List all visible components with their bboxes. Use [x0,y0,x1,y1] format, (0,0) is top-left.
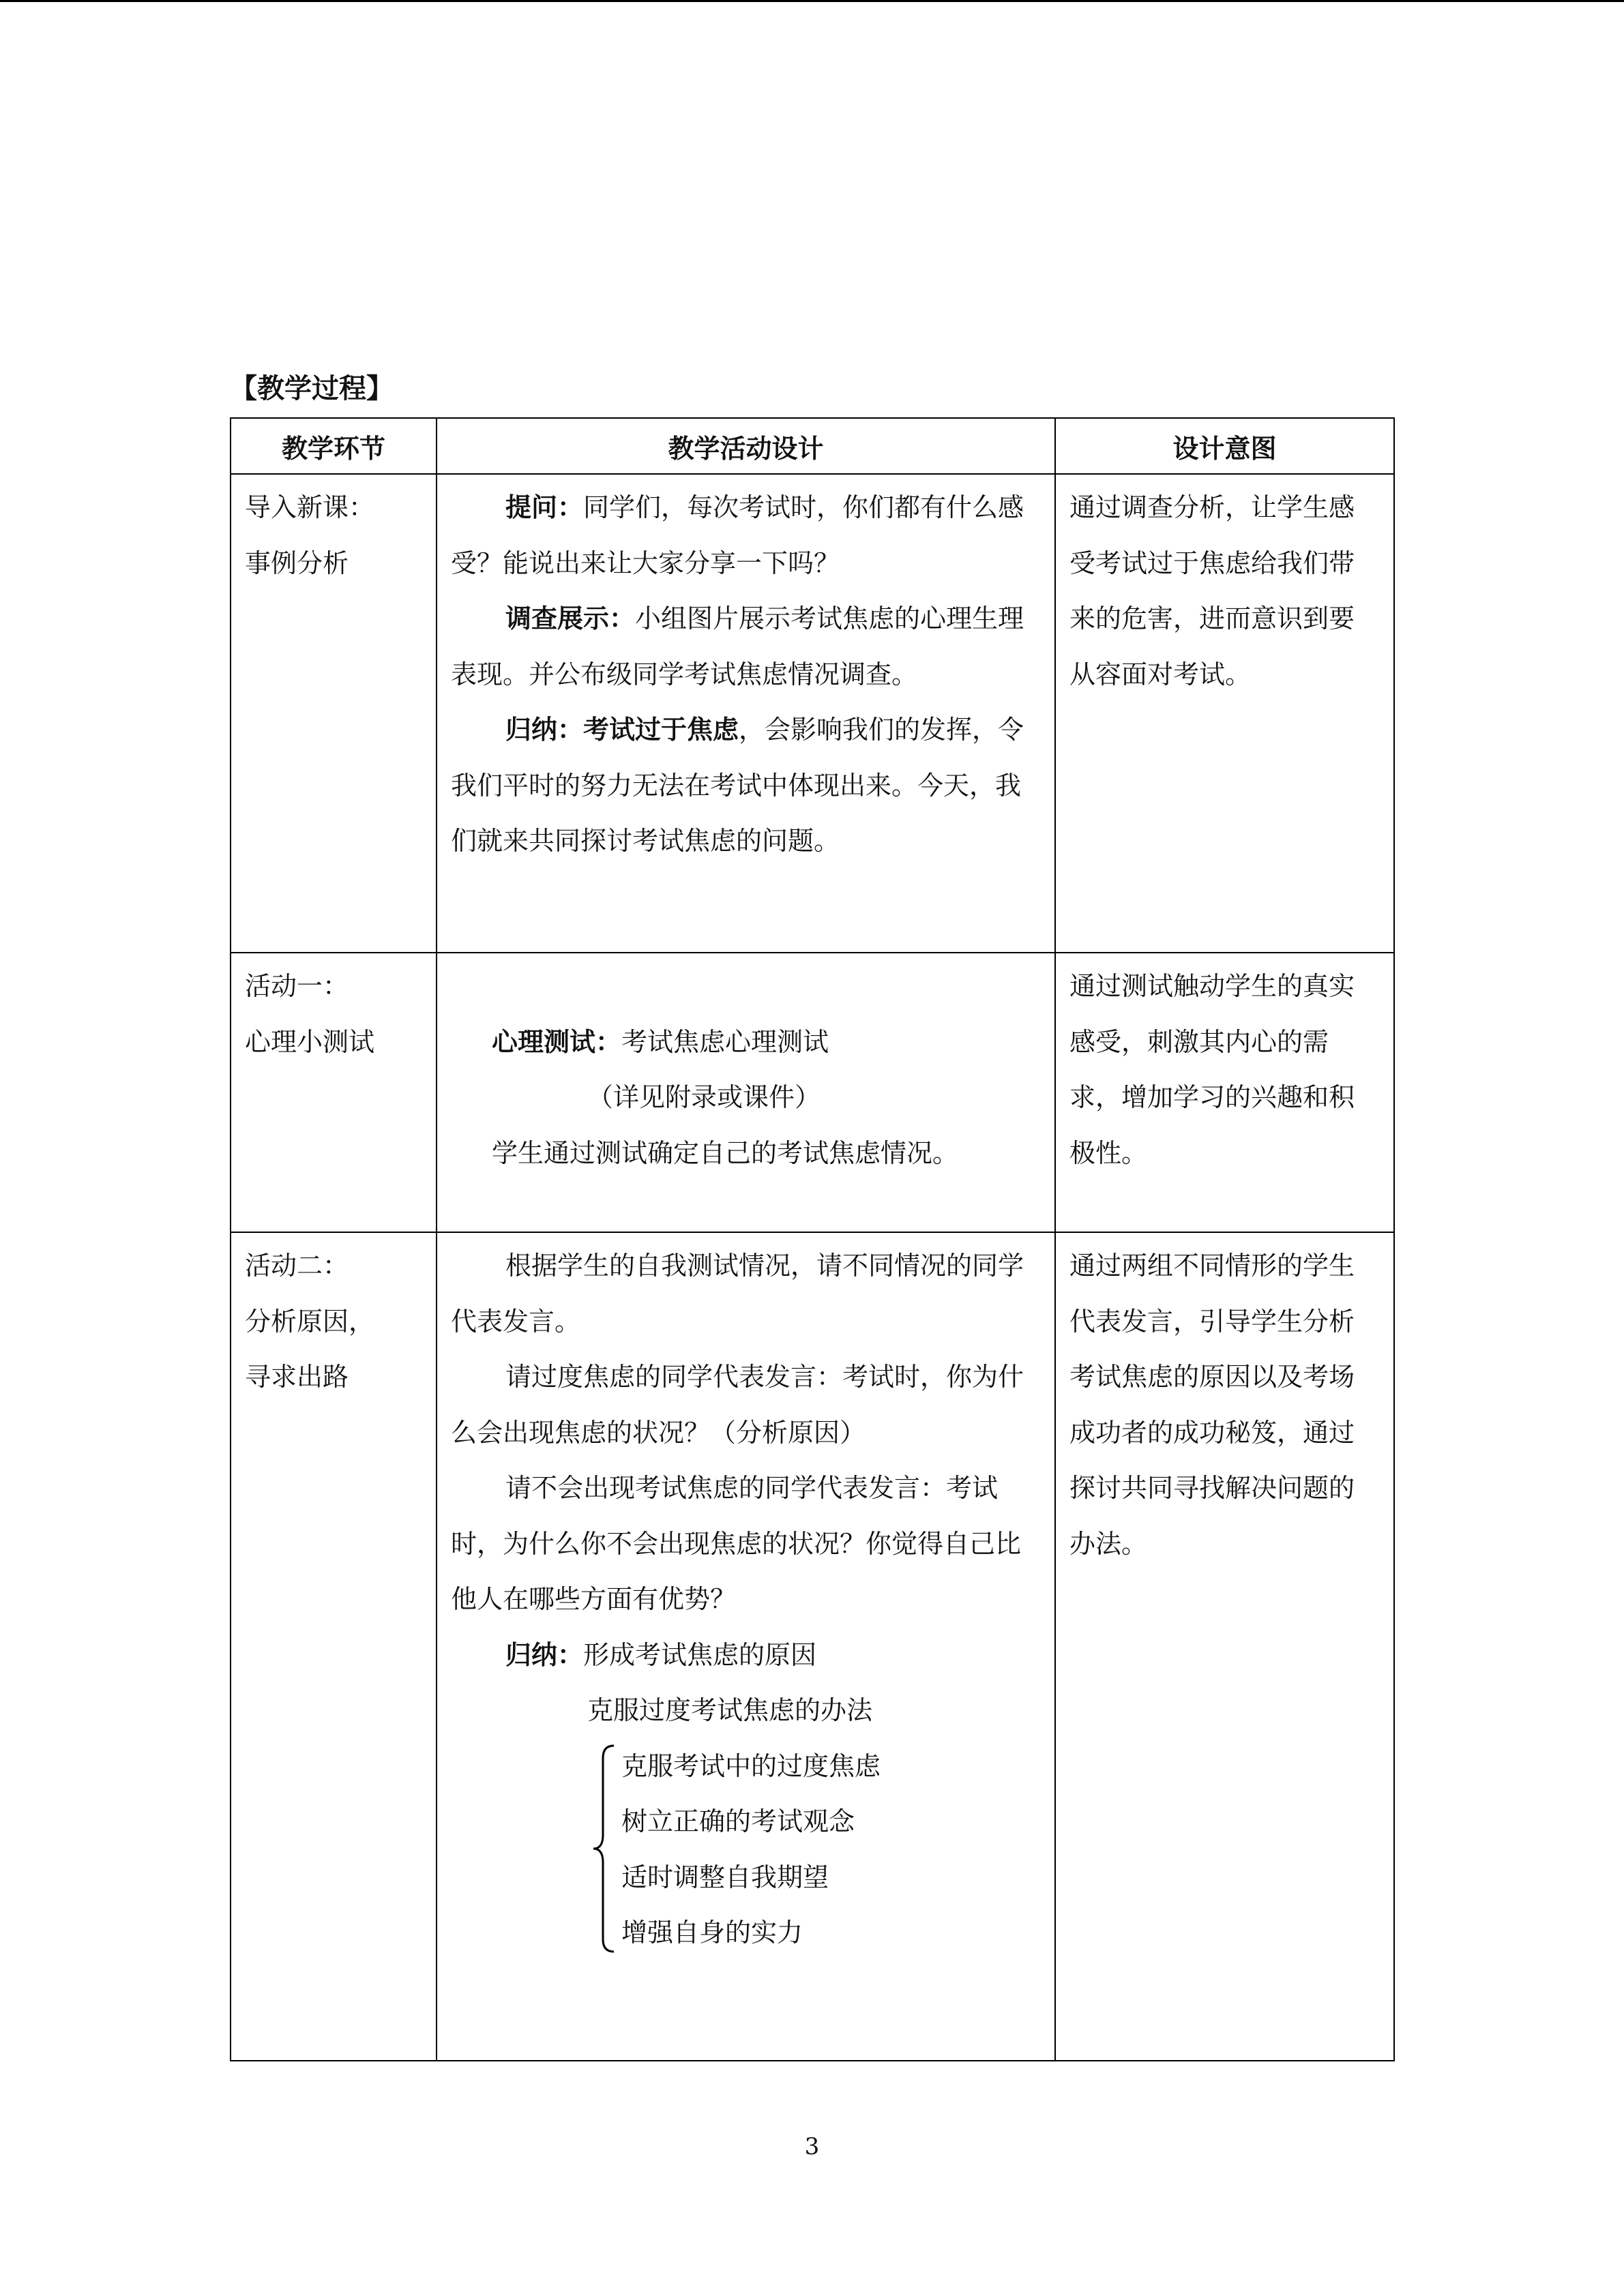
table-row [231,953,1394,1232]
left-brace-icon [591,1743,618,1954]
bold-label: 调查展示： [505,603,636,633]
header-stage: 教学环节 [231,418,437,474]
activity-note: （详见附录或课件） [587,1082,821,1112]
bold-label: 提问： [505,492,584,522]
activity-paragraph [451,591,1041,702]
stage-line: 导入新课： [245,492,375,522]
list-item: 适时调整自我期望 [621,1862,829,1892]
list-item: 增强自身的实力 [621,1918,803,1948]
table-row [231,1232,1394,2061]
page-top-border [0,0,1624,2]
stage-cell [231,474,437,953]
paragraph-text: 考试焦虑心理测试 [621,1026,829,1057]
table-row [231,474,1394,953]
header-intent: 设计意图 [1055,418,1394,474]
summary-line [451,1628,1041,1684]
intent-text: 通过测试触动学生的真实感受，刺激其内心的需求，增加学习的兴趣和积极性。 [1069,971,1355,1168]
brace-list [451,1739,1041,1961]
activity-cell [437,474,1055,953]
paragraph-text: 小组图片展示考试焦虑的心理生理表现。并公布级同学考试焦虑情况调查。 [451,603,1024,689]
intent-cell [1055,474,1394,953]
activity-paragraph: 根据学生的自我测试情况，请不同情况的同学代表发言。 [451,1251,1024,1337]
activity-paragraph [451,702,1041,869]
stage-line: 寻求出路 [245,1362,349,1392]
activity-paragraph: 请不会出现考试焦虑的同学代表发言：考试时，为什么你不会出现焦虑的状况？你觉得自己比他人在哪些方面有优势？ [451,1473,1022,1614]
stage-line: 活动一： [245,971,349,1001]
stage-cell [231,1232,437,2061]
summary-line: 克服过度考试焦虑的办法 [587,1695,873,1725]
page-number: 3 [804,2133,820,2160]
stage-line: 事例分析 [245,548,349,578]
intent-text: 通过调查分析，让学生感受考试过于焦虑给我们带来的危害，进而意识到要从容面对考试。 [1069,492,1355,689]
bold-label: 心理测试： [492,1026,622,1057]
stage-line: 活动二： [245,1251,349,1281]
section-title: 【教学过程】 [230,373,394,404]
bold-label: 归纳： [505,715,584,745]
table-header-row [231,418,1394,474]
activity-paragraph: 学生通过测试确定自己的考试焦虑情况。 [492,1137,959,1168]
stage-cell [231,953,437,1232]
summary-text: 形成考试焦虑的原因 [583,1639,817,1670]
header-activity: 教学活动设计 [437,418,1055,474]
paragraph-text: ，会影响我们的发挥，令我们平时的努力无法在考试中体现出来。今天，我们就来共同探讨考试焦虑的问题。 [451,715,1024,856]
bold-label: 归纳： [505,1639,584,1670]
bold-phrase: 考试过于焦虑 [583,715,739,745]
list-item: 克服考试中的过度焦虑 [621,1750,881,1781]
list-item: 树立正确的考试观念 [621,1806,855,1836]
activity-paragraph: 请过度焦虑的同学代表发言：考试时，你为什么会出现焦虑的状况？（分析原因） [451,1362,1024,1448]
activity-cell [437,1232,1055,2061]
paragraph-text: 同学们，每次考试时，你们都有什么感受？能说出来让大家分享一下吗？ [451,492,1024,578]
intent-text: 通过两组不同情形的学生代表发言，引导学生分析考试焦虑的原因以及考场成功者的成功秘笈，通过探讨共同寻找解决问题的办法。 [1069,1251,1355,1559]
intent-cell [1055,1232,1394,2061]
activity-paragraph [451,1015,1041,1071]
stage-line: 心理小测试 [245,1026,375,1057]
stage-line: 分析原因， [245,1306,375,1337]
activity-paragraph [451,480,1041,591]
spacer-line [451,959,1041,1015]
activity-cell [437,953,1055,1232]
intent-cell [1055,953,1394,1232]
teaching-process-table [230,417,1395,2061]
